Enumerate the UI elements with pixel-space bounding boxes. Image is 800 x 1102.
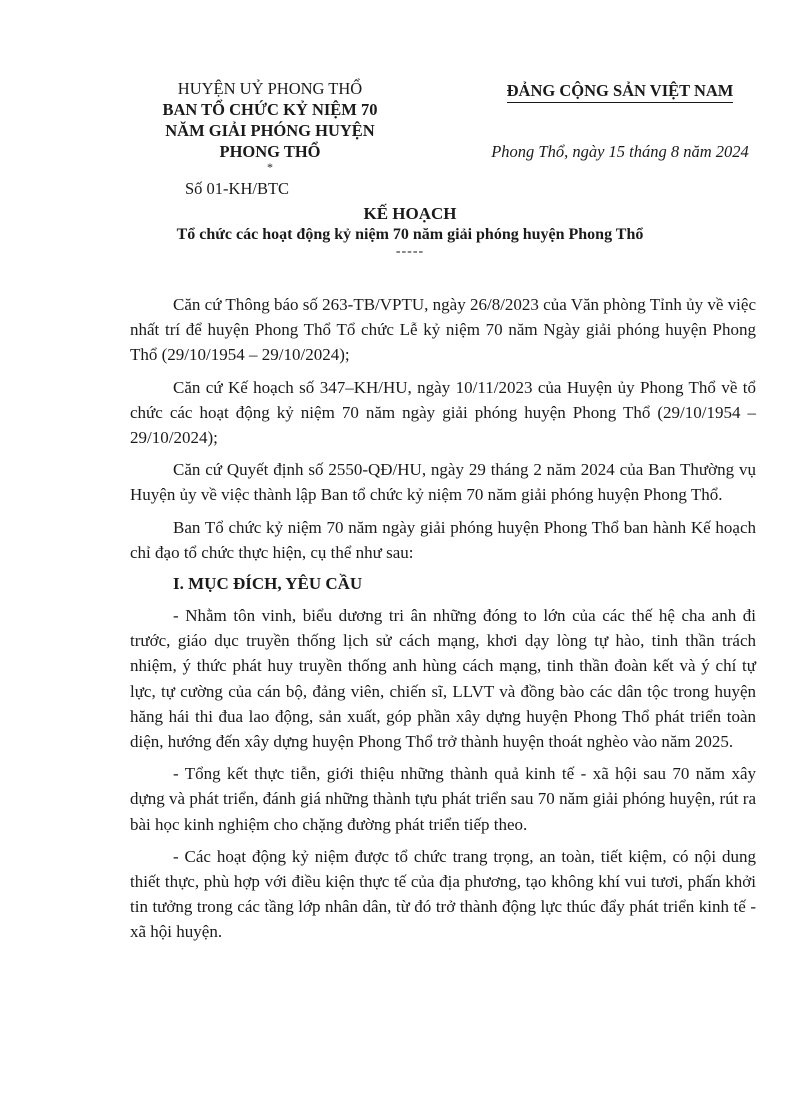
paragraph-purpose-1: - Nhằm tôn vinh, biểu dương tri ân những đóng to lớn của các thế hệ cha anh đi trước, giáo dục truyền thống lịch sử cách mạng, khơi dạy lòng tự hào, tinh thần trách nhiệm, ý thức phát huy truyền thống anh hùng cách mạng, tinh thần đoàn kết và ý chí tự lực, tự cường của cán bộ, đảng viên, chiến sĩ, LLVT và đồng bào các dân tộc trong huyện hăng hái thi đua lao động, sản xuất, góp phần xây dựng huyện Phong Thổ phát triển toàn diện, hướng đến xây dựng huyện Phong Thổ trở thành huyện thoát nghèo vào năm 2025. (130, 606, 756, 752)
party-name: ĐẢNG CỘNG SẢN VIỆT NAM (507, 80, 734, 103)
paragraph-basis-2: Căn cứ Kế hoạch số 347–KH/HU, ngày 10/11/2023 của Huyện ủy Phong Thổ về tổ chức các hoạt động kỷ niệm 70 năm ngày giải phóng huyện Phong Thổ (29/10/1954 – 29/10/2024); (130, 377, 756, 448)
document-number: Số 01-KH/BTC (185, 179, 290, 198)
issuing-authority (120, 78, 420, 172)
separator-star: * (267, 160, 273, 174)
title-divider: ----- (395, 244, 425, 259)
committee-name-line-2: NĂM GIẢI PHÓNG HUYỆN (165, 121, 375, 140)
document-title-block (80, 204, 740, 259)
place-and-date: Phong Thổ, ngày 15 tháng 8 năm 2024 (491, 142, 749, 161)
document-title: KẾ HOẠCH (363, 204, 457, 223)
paragraph-purpose-3: - Các hoạt động kỷ niệm được tổ chức trang trọng, an toàn, tiết kiệm, có nội dung thiết thực, phù hợp với điều kiện thực tế của địa phương, tạo không khí vui tươi, phấn khởi tin tưởng trong các tầng lớp nhân dân, từ đó trở thành động lực thúc đẩy phát triển kinh tế - xã hội huyện. (130, 846, 756, 942)
paragraph-intro: Ban Tổ chức kỷ niệm 70 năm ngày giải phóng huyện Phong Thổ ban hành Kế hoạch chỉ đạo tổ chức thực hiện, cụ thể như sau: (130, 517, 756, 562)
party-committee-name: HUYỆN UỶ PHONG THỔ (177, 79, 363, 98)
committee-name-line-3: PHONG THỔ (219, 142, 321, 161)
section-heading-purpose: I. MỤC ĐÍCH, YÊU CẦU (173, 574, 363, 594)
national-header (440, 80, 800, 162)
committee-name-line-1: BAN TỔ CHỨC KỶ NIỆM 70 (162, 100, 378, 119)
document-body (130, 292, 756, 952)
document-subtitle: Tổ chức các hoạt động kỷ niệm 70 năm giải phóng huyện Phong Thổ (176, 226, 644, 243)
paragraph-basis-1: Căn cứ Thông báo số 263-TB/VPTU, ngày 26/8/2023 của Văn phòng Tỉnh ủy về việc nhất trí để huyện Phong Thổ Tổ chức Lễ kỷ niệm 70 năm Ngày giải phóng huyện Phong Thổ (29/10/1954 – 29/10/2024); (130, 295, 756, 365)
paragraph-basis-3: Căn cứ Quyết định số 2550-QĐ/HU, ngày 29 tháng 2 năm 2024 của Ban Thường vụ Huyện ủy về việc thành lập Ban tổ chức kỷ niệm 70 năm giải phóng huyện Phong Thổ. (130, 460, 756, 505)
paragraph-purpose-2: - Tổng kết thực tiễn, giới thiệu những thành quả kinh tế - xã hội sau 70 năm xây dựng và phát triển, đánh giá những thành tựu phát triển sau 70 năm giải phóng huyện, rút ra bài học kinh nghiệm cho chặng đường phát triển tiếp theo. (130, 764, 756, 834)
